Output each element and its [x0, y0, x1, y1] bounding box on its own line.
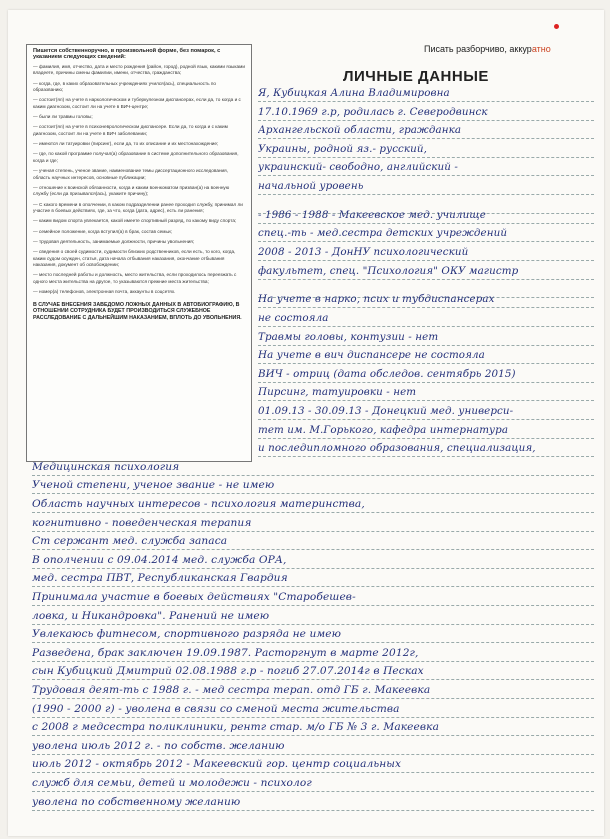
- page-title: ЛИЧНЫЕ ДАННЫЕ: [343, 68, 489, 85]
- handwritten-line: Разведена, брак заключен 19.09.1987. Расторгнут в марте 2012г,: [32, 644, 594, 662]
- handwritten-line: Я, Кубицкая Алина Владимировна: [258, 84, 594, 102]
- handwritten-line: уволена июль 2012 г. - по собств. желанию: [32, 737, 594, 755]
- red-mark: [554, 24, 559, 29]
- handwritten-line: не состояла: [258, 309, 594, 327]
- instructions-heading: Пишется собственноручно, в произвольной форме, без помарок, с указанием следующих сведений:: [33, 48, 221, 61]
- handwritten-line: ловка, и Никандровка". Ранений не имею: [32, 607, 594, 625]
- handwritten-line: На учете в вич диспансере не состояла: [258, 346, 594, 364]
- handwritten-line: 2008 - 2013 - ДонНУ психологический: [258, 243, 594, 261]
- handwritten-line: Ученой степени, ученое звание - не имею: [32, 476, 594, 494]
- handwritten-line: Травмы головы, контузии - нет: [258, 328, 594, 346]
- instruction-item: — С какого времени в ополчении, в каком подразделении ранее проходил службу, принимал ли участие в боевых действиях, где, за что, когда (дата, адрес), есть ли ранения;: [33, 201, 243, 214]
- handwritten-line: с 2008 г медсестра поликлиники, рентг стар. м/о ГБ № 3 г. Макеевка: [32, 718, 594, 736]
- handwritten-line: факультет, спец. "Психология" ОКУ магистр: [258, 262, 594, 280]
- instruction-item: — ученая степень, ученое звание, наименование темы диссертационного исследования, область научных интересов, основные публикации;: [33, 168, 228, 180]
- instructions-warning: В СЛУЧАЕ ВНЕСЕНИЯ ЗАВЕДОМО ЛОЖНЫХ ДАННЫХ В АВТОБИОГРАФИЮ, В ОТНОШЕНИИ СОТРУДНИКА БУДЕТ ПРОИЗВОДИТЬСЯ СЛУЖЕБНОЕ РАССЛЕДОВАНИЕ С ДАЛЬНЕЙШИМ НАКАЗАНИЕМ, ВПЛОТЬ ДО УВОЛЬНЕНИЯ.: [33, 301, 242, 321]
- handwritten-line: Украины, родной яз.- русский,: [258, 140, 594, 158]
- handwritten-line: украинский- свободно, английский -: [258, 158, 594, 176]
- handwritten-line: уволена по собственному желанию: [32, 793, 594, 811]
- handwritten-line: служб для семьи, детей и молодежи - психолог: [32, 774, 594, 792]
- handwritten-line: когнитивно - поведенческая терапия: [32, 514, 594, 532]
- instruction-item: — когда, где, в каких образовательных учреждениях учился(ась), специальность по образованию;: [33, 80, 216, 93]
- handwritten-line: Архангельской области, гражданка: [258, 121, 594, 139]
- instruction-item: — где, по какой программе получал(а) образование в системе дополнительного образования, когда и где;: [33, 151, 239, 163]
- handwritten-line: тет им. М.Горького, кафедра интернатура: [258, 421, 594, 439]
- handwritten-line: ВИЧ - отриц (дата обследов. сентябрь 2015): [258, 365, 594, 383]
- handwritten-line: 17.10.1969 г.р, родилась г. Северодвинск: [258, 103, 594, 121]
- handwritten-line: (1990 - 2000 г) - уволена в связи со сменой места жительства: [32, 700, 594, 718]
- instruction-item: — состоит(ял) на учете в психоневрологическом диспансере. Если да, то когда и с каким диагнозом, состоит ли на учете в ВИЧ заболевании;: [33, 124, 228, 136]
- handwritten-line: Увлекаюсь фитнесом, спортивного разряда не имею: [32, 625, 594, 643]
- instruction-item: — место последней работы и должность, место жительства, если проходилось переезжать с одного места жительства на другое, то указываются прежние места жительства;: [33, 272, 237, 284]
- instructions-list: [33, 64, 245, 296]
- instruction-item: — номер(а) телефонов, электронная почта, аккаунты в соцсетях.: [33, 289, 176, 295]
- handwritten-line: сын Кубицкий Дмитрий 02.08.1988 г.р - погиб 27.07.2014г в Песках: [32, 662, 594, 680]
- instruction-item: — семейное положение, когда вступил(а) в брак, состав семьи;: [33, 228, 172, 234]
- handwritten-line: мед. сестра ПВТ, Республиканская Гвардия: [32, 569, 594, 587]
- handwritten-line: - 1986 - 1988 - Макеевское мед. училище: [258, 206, 594, 224]
- handwritten-line: На учете в нарко, псих и тубдиспансерах: [258, 290, 594, 308]
- handwritten-line: Ст сержант мед. служба запаса: [32, 532, 594, 550]
- instruction-item: — фамилия, имя, отчество, дата и место рождения (район, город), родной язык, какими языками владеете, причины смены фамилии, имени, отчества, гражданства;: [33, 63, 245, 76]
- instruction-item: — были ли травмы головы;: [33, 114, 93, 120]
- write-clearly-note: [424, 44, 551, 54]
- handwritten-line: Пирсинг, татуировки - нет: [258, 383, 594, 401]
- handwritten-line: 01.09.13 - 30.09.13 - Донецкий мед. универси-: [258, 402, 594, 420]
- handwritten-line: спец.-ть - мед.сестра детских учреждений: [258, 224, 594, 242]
- handwritten-line: В ополчении с 09.04.2014 мед. служба ОРА,: [32, 551, 594, 569]
- instruction-item: — отношение к воинской обязанности, когда и каким военкоматом призван(а) на военную службу (если да призывался(ась), укажите причину);: [33, 184, 230, 197]
- instruction-item: — трудовая деятельность, занимаемые должности, причины увольнения;: [33, 238, 195, 244]
- handwritten-line: начальной уровень: [258, 177, 594, 195]
- handwritten-line: июль 2012 - октябрь 2012 - Макеевский гор. центр социальных: [32, 755, 594, 773]
- instruction-item: — имеются ли татуировки (пирсинг), если да, то их описание и их местонахождение;: [33, 141, 219, 147]
- write-clearly-prefix: Писать разборчиво, аккур: [424, 44, 532, 54]
- instructions-box: [26, 44, 252, 462]
- handwritten-line: Трудовая деят-ть с 1988 г. - мед сестра терап. отд ГБ г. Макеевка: [32, 681, 594, 699]
- handwritten-line: Область научных интересов - психология материнства,: [32, 495, 594, 513]
- handwritten-line: и последипломного образования, специализация,: [258, 439, 594, 457]
- handwritten-line: Принимала участие в боевых действиях "Старобешев-: [32, 588, 594, 606]
- instruction-item: — сведения о своей судимости, судимости близких родственников, если есть, то кого, когда, каким судом осужден, статья, дата начала отбывания наказания, окончание отбывания наказания, документ об освобождении;: [33, 249, 236, 268]
- instruction-item: — каким видом спорта увлекается, какой имеете спортивный разряд, по какому виду спорта;: [33, 218, 237, 224]
- instruction-item: — состоит(ял) на учете в наркологическом и туберкулезном диспансерах, если да, то когда и с каким диагнозом, состоит ли на учете в ВИЧ-центре;: [33, 97, 241, 109]
- write-clearly-suffix: атно: [531, 44, 551, 54]
- handwritten-line: Медицинская психология: [32, 458, 594, 476]
